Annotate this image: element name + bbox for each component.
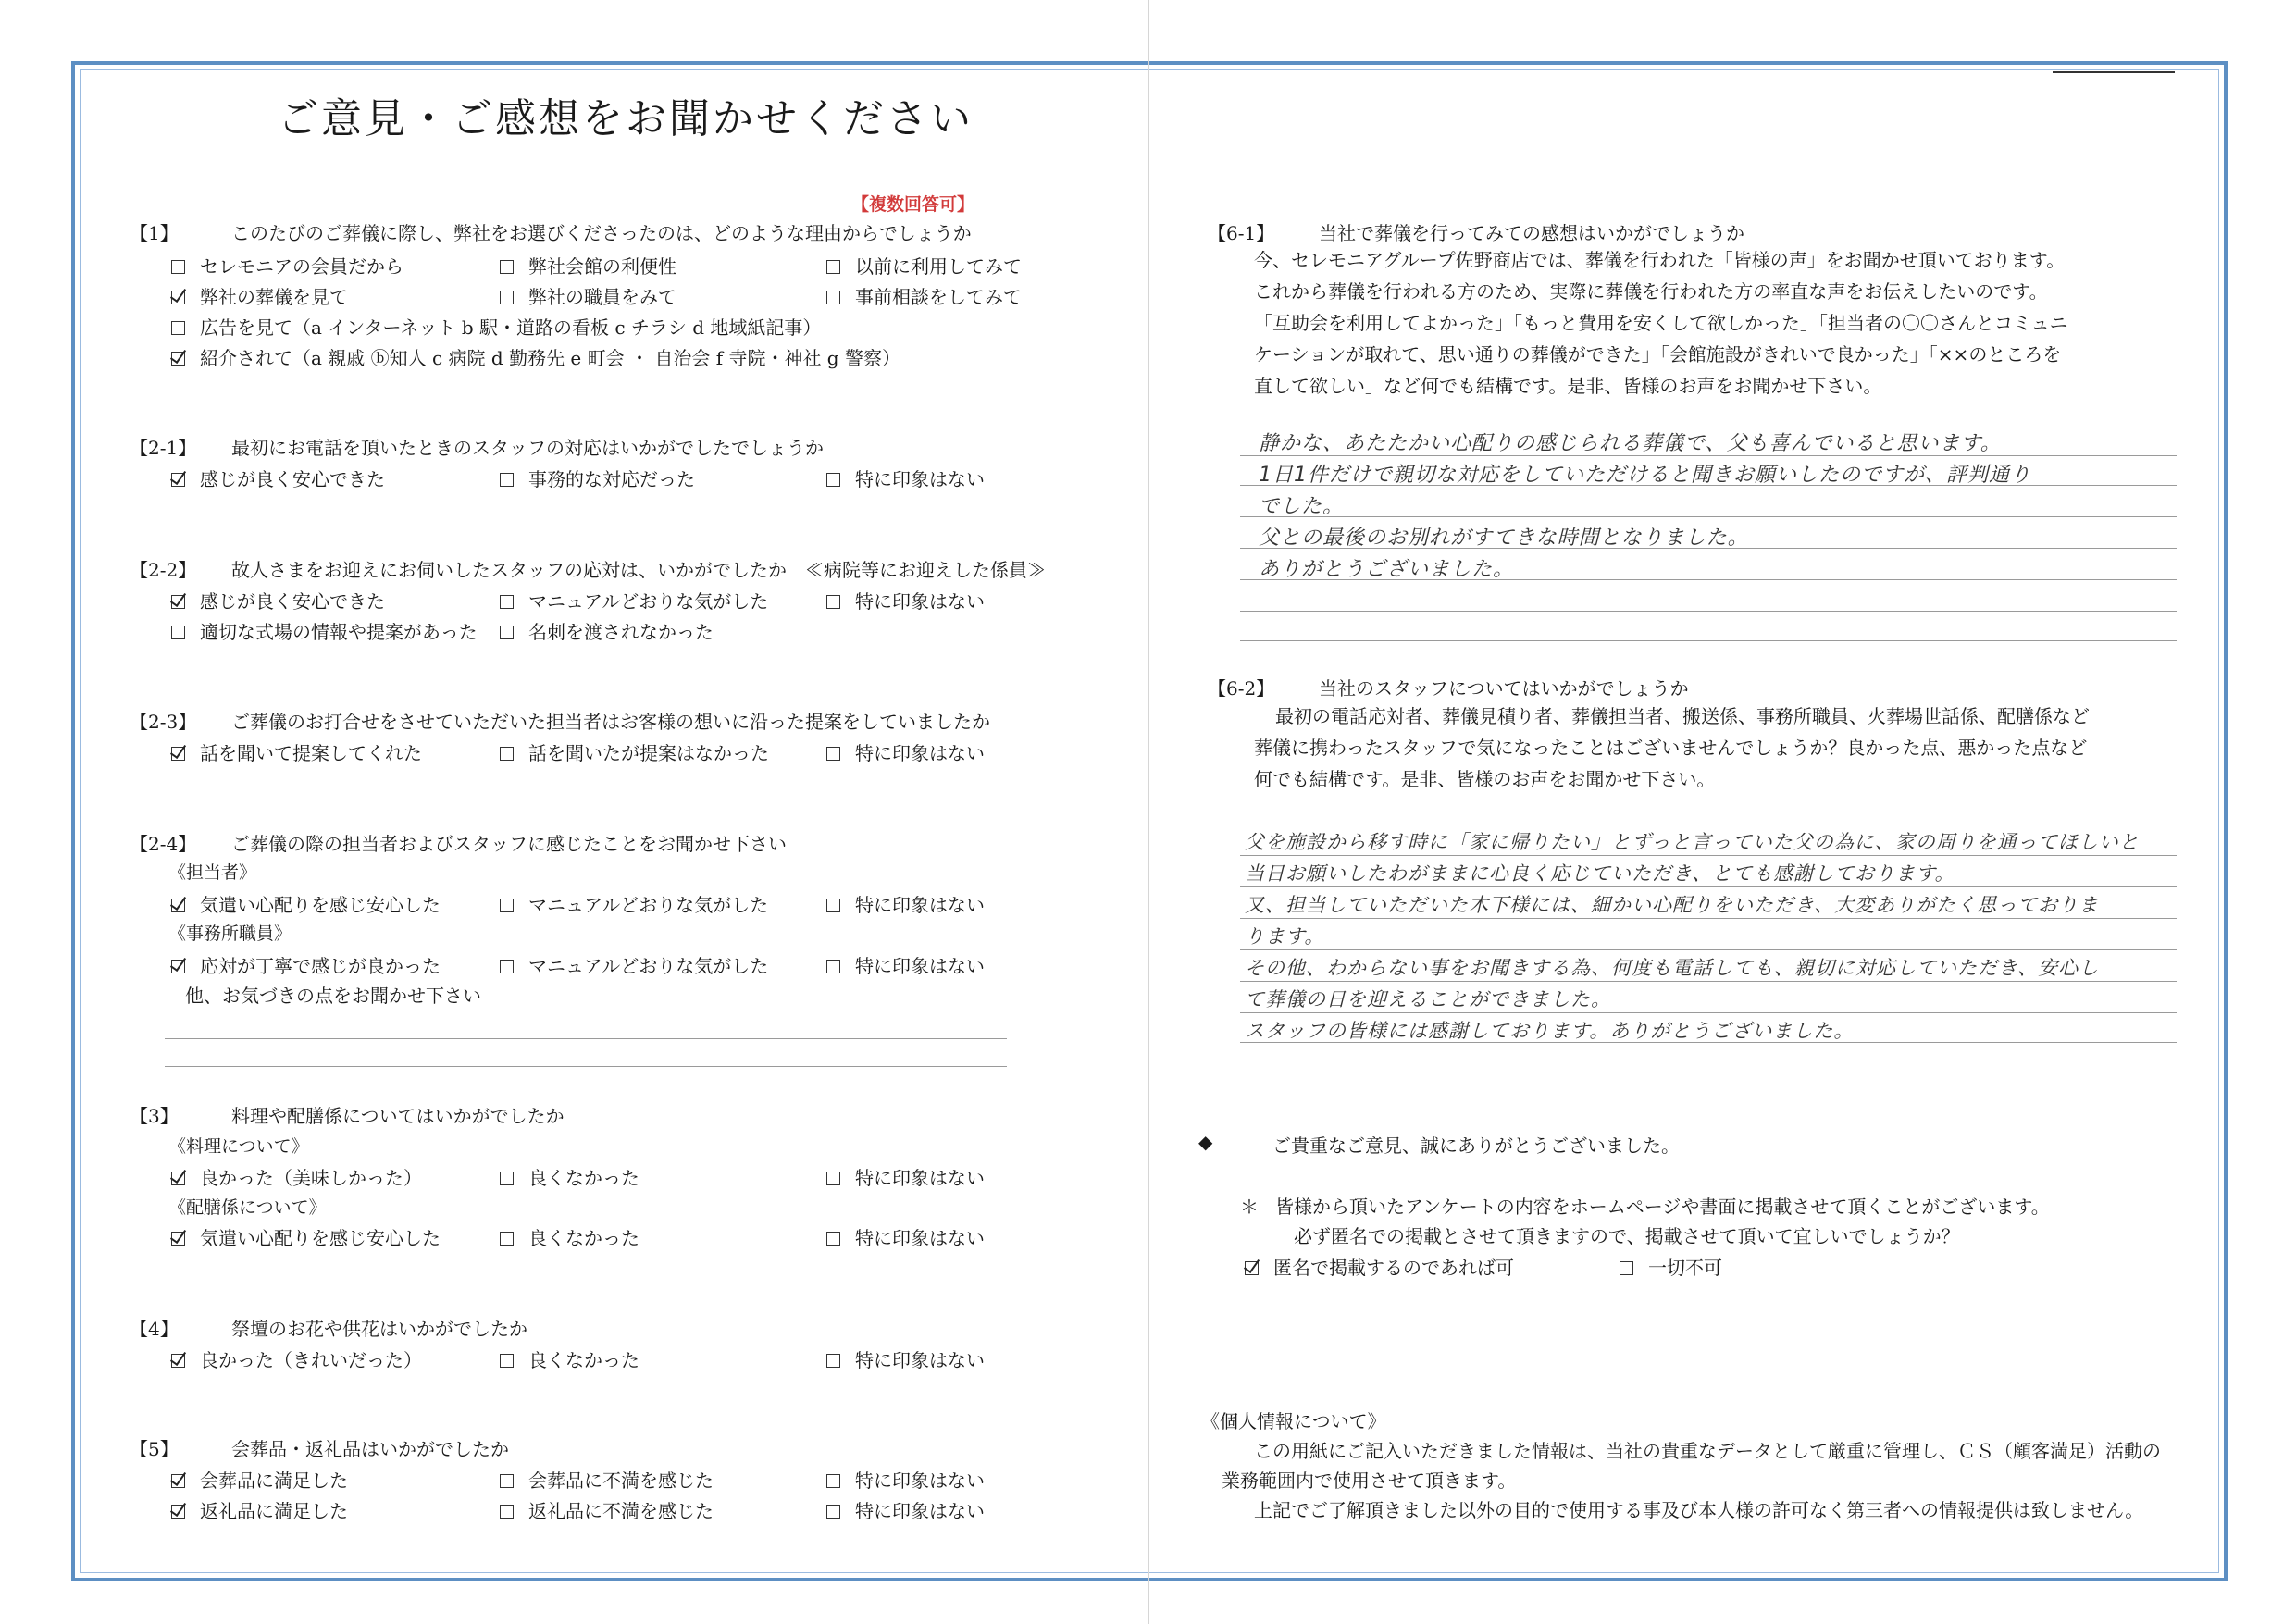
option-label: 話を聞いて提案してくれた [200,742,422,764]
checkbox-checked[interactable] [171,473,185,487]
checkbox-checked[interactable] [171,1505,185,1519]
option-label: 返礼品に満足した [200,1500,348,1522]
corner-rule [2053,71,2175,73]
q1-heading [130,218,972,245]
publish-option-refuse[interactable] [1620,1253,1722,1280]
q2-3-option-3[interactable] [826,738,985,765]
q1-option-member[interactable] [171,252,403,279]
handwritten-comment-6-2-line-5: その他、わからない事をお聞きする為、何度も電話しても、親切に対応していただき、安心し [1245,957,2100,979]
option-label: マニュアルどおりな気がした [528,590,769,613]
answer-line [1240,516,2177,517]
q5-option-3[interactable] [826,1466,985,1493]
checkbox-checked[interactable] [171,352,185,366]
option-label: 特に印象はない [855,590,985,613]
q1-option-hall[interactable] [500,252,676,279]
q2-2-heading [130,555,1046,582]
q6-1-number: 【6-1】 [1208,222,1275,244]
option-label: 返礼品に不満を感じた [528,1500,714,1522]
q2-4-option-5[interactable] [500,951,768,978]
q3-option-4[interactable] [171,1223,441,1250]
q6-1-question: 当社で葬儀を行ってみての感想はいかがでしょうか [1319,222,1744,244]
q6-1-line-2: これから葬儀を行われる方のため、実際に葬儀を行われた方の率直な声をお伝えしたいのです。 [1254,280,2048,303]
q2-3-question: ご葬儀のお打合せをさせていただいた担当者はお客様の想いに沿った提案をしていましたか [231,711,990,733]
q2-1-number: 【2-1】 [130,437,197,459]
multi-answer-note: 【複数回答可】 [851,194,975,215]
q3-option-1[interactable] [171,1163,422,1190]
option-label: 特に印象はない [855,1167,985,1189]
option-label: 特に印象はない [855,1500,985,1522]
q2-2-option-1[interactable] [171,587,385,614]
option-label: 特に印象はない [855,468,985,490]
q2-4-option-1[interactable] [171,890,441,917]
checkbox[interactable] [171,321,185,335]
q6-1-line-4: ケーションが取れて、思い通りの葬儀ができた」「会館施設がきれいで良かった」「××のところを [1254,343,2062,366]
answer-line [1240,886,2177,887]
answer-line [1240,981,2177,982]
q6-1-line-1: 今、セレモニアグループ佐野商店では、葬儀を行われた「皆様の声」をお聞かせ頂いております。 [1254,249,2066,271]
checkbox[interactable] [500,899,514,912]
q2-4-other-prompt: 他、お気づきの点をお聞かせ下さい [185,985,481,1007]
q5-question: 会葬品・返礼品はいかがでしたか [231,1438,509,1460]
option-label: 匿名で掲載するのであれば可 [1273,1257,1514,1279]
option-label: 適切な式場の情報や提案があった [200,621,478,643]
option-label: 感じが良く安心できた [200,590,385,613]
option-label: セレモニアの会員だから [200,255,403,278]
option-label: 感じが良く安心できた [200,468,385,490]
q1-option-used-before[interactable] [826,252,1022,279]
q6-2-question: 当社のスタッフについてはいかがでしょうか [1319,677,1689,700]
option-label: 良くなかった [528,1349,639,1371]
answer-line [1240,1012,2177,1013]
q2-1-heading [130,433,824,460]
q2-3-number: 【2-3】 [130,711,197,733]
option-label: 気遣い心配りを感じ安心した [200,1227,441,1249]
q4-heading [130,1314,527,1341]
option-label: 会葬品に不満を感じた [528,1469,714,1492]
checkbox-checked[interactable] [171,595,185,609]
answer-line [165,1038,1007,1039]
handwritten-comment-6-1-line-1: 静かな、あたたかい心配りの感じられる葬儀で、父も喜んでいると思います。 [1259,432,2002,455]
checkbox[interactable] [500,595,514,609]
q2-4-option-2[interactable] [500,890,768,917]
checkbox-checked[interactable] [171,291,185,304]
q5-option-4[interactable] [171,1496,348,1523]
checkbox[interactable] [826,1354,840,1368]
publish-option-anonymous[interactable] [1245,1253,1514,1280]
q3-sub-serving: 《配膳係について》 [168,1197,327,1218]
checkbox[interactable] [826,899,840,912]
checkbox[interactable] [826,1172,840,1185]
privacy-line-3: 上記でご了解頂きました以外の目的で使用する事及び本人様の許可なく第三者への情報提供は致しません。 [1254,1499,2144,1521]
handwritten-comment-6-2-line-4: ります。 [1245,925,1325,948]
q5-number: 【5】 [130,1438,179,1460]
checkbox[interactable] [826,595,840,609]
q5-option-2[interactable] [500,1466,714,1493]
checkbox[interactable] [826,747,840,761]
option-label: 気遣い心配りを感じ安心した [200,894,441,916]
publish-note-1: 皆様から頂いたアンケートの内容をホームページや書面に掲載させて頂くことがございます。 [1275,1196,2050,1218]
q2-4-heading [130,829,787,856]
q2-4-sub-staff: 《担当者》 [168,862,257,883]
q1-option-consult[interactable] [826,282,1022,309]
q5-option-5[interactable] [500,1496,714,1523]
checkbox[interactable] [500,1172,514,1185]
q6-2-number: 【6-2】 [1208,677,1275,700]
option-label: 良くなかった [528,1167,639,1189]
option-label: 特に印象はない [855,742,985,764]
q2-4-option-6[interactable] [826,951,985,978]
option-label: 一切不可 [1648,1257,1722,1279]
checkbox[interactable] [826,291,840,304]
option-label: マニュアルどおりな気がした [528,894,769,916]
q1-option-staff[interactable] [500,282,676,309]
q2-1-option-3[interactable] [826,465,985,491]
privacy-heading: 《個人情報について》 [1201,1410,1386,1432]
checkbox-checked[interactable] [171,1232,185,1246]
option-label: 良くなかった [528,1227,639,1249]
option-label: 弊社の職員をみて [528,286,676,308]
handwritten-comment-6-2-line-7: スタッフの皆様には感謝しております。ありがとうございました。 [1245,1020,1855,1042]
checkbox[interactable] [826,260,840,274]
checkbox[interactable] [171,626,185,639]
q6-2-heading [1208,674,1689,700]
option-label: 名刺を渡されなかった [528,621,714,643]
checkbox[interactable] [500,473,514,487]
q1-option-referral[interactable] [171,343,900,370]
option-label: 事前相談をしてみて [855,286,1022,308]
option-label: 特に印象はない [855,1469,985,1492]
checkbox[interactable] [1620,1261,1633,1275]
handwritten-comment-6-1-line-4: 父との最後のお別れがすてきな時間となりました。 [1259,527,1749,550]
q2-1-option-2[interactable] [500,465,695,491]
option-label: 応対が丁寧で感じが良かった [200,955,441,977]
checkbox[interactable] [500,260,514,274]
q2-4-option-4[interactable] [171,951,441,978]
option-label: マニュアルどおりな気がした [528,955,769,977]
option-label: 会葬品に満足した [200,1469,348,1492]
publish-note-2: 必ず匿名での掲載とさせて頂きますので、掲載させて頂いて宜しいでしょうか？ [1294,1225,1960,1247]
checkbox[interactable] [500,747,514,761]
privacy-line-1: この用紙にご記入いただきました情報は、当社の貴重なデータとして厳重に管理し、ＣＳ（顧客満足）活動の [1254,1440,2161,1462]
handwritten-comment-6-2-line-2: 当日お願いしたわがままに心良く応じていただき、とても感謝しております。 [1245,862,1955,885]
q2-2-option-2[interactable] [500,587,768,614]
option-label: 以前に利用してみて [855,255,1022,278]
checkbox-checked[interactable] [171,1474,185,1488]
option-label: 特に印象はない [855,894,985,916]
handwritten-comment-6-2-line-6: て葬儀の日を迎えることができました。 [1245,988,1611,1010]
option-label: 紹介されて（a 親戚 ⓑ知人 c 病院 d 勤務先 e 町会 ・ 自治会 f 寺院・神社 g 警察） [200,347,900,369]
q2-4-option-3[interactable] [826,890,985,917]
q4-number: 【4】 [130,1318,179,1340]
checkbox[interactable] [500,1474,514,1488]
q6-2-line-2: 葬儀に携わったスタッフで気になったことはございませんでしょうか？良かった点、悪かった点など [1254,737,2088,759]
diamond-bullet-icon: ◆ [1198,1131,1213,1153]
privacy-line-2: 業務範囲内で使用させて頂きます。 [1222,1469,1517,1492]
q4-option-3[interactable] [826,1345,985,1372]
q1-option-saw-funeral[interactable] [171,282,348,309]
q3-option-6[interactable] [826,1223,985,1250]
page-title: ご意見・ご感想をお聞かせください [278,95,974,143]
checkbox-checked[interactable] [171,899,185,912]
checkbox[interactable] [500,1232,514,1246]
q5-option-6[interactable] [826,1496,985,1523]
asterisk-icon: ＊ [1240,1196,1259,1218]
q3-sub-food: 《料理について》 [168,1136,309,1157]
answer-line [165,1066,1007,1067]
q4-question: 祭壇のお花や供花はいかがでしたか [231,1318,527,1340]
q4-option-2[interactable] [500,1345,639,1372]
q6-1-heading [1208,218,1744,245]
q1-number: 【1】 [130,222,179,244]
checkbox[interactable] [826,960,840,973]
q2-3-option-2[interactable] [500,738,769,765]
closing-thanks: ご貴重なご意見、誠にありがとうございました。 [1272,1134,1680,1157]
checkbox[interactable] [171,260,185,274]
checkbox[interactable] [826,1474,840,1488]
checkbox[interactable] [500,1354,514,1368]
q5-heading [130,1434,509,1461]
checkbox[interactable] [500,291,514,304]
q3-number: 【3】 [130,1105,179,1127]
q3-heading [130,1101,565,1128]
option-label: 特に印象はない [855,955,985,977]
q6-1-line-3: 「互助会を利用してよかった」「もっと費用を安くして欲しかった」「担当者の〇〇さんとコミュニ [1254,312,2068,334]
q2-2-option-4[interactable] [171,617,478,644]
q2-1-question: 最初にお電話を頂いたときのスタッフの対応はいかがでしたでしょうか [231,437,824,459]
q1-option-advert[interactable] [171,313,821,340]
q2-4-question: ご葬儀の際の担当者およびスタッフに感じたことをお聞かせ下さい [231,833,787,855]
handwritten-comment-6-2-line-3: 又、担当していただいた木下様には、細かい心配りをいただき、大変ありがたく思っておりま [1245,894,2100,916]
handwritten-comment-6-1-line-5: ありがとうございました。 [1259,558,1515,581]
page-fold [1148,0,1149,1624]
answer-line [1240,855,2177,856]
handwritten-comment-6-1-line-3: でした。 [1259,495,1345,518]
q4-option-1[interactable] [171,1345,422,1372]
q2-2-option-3[interactable] [826,587,985,614]
checkbox-checked[interactable] [1245,1261,1259,1275]
checkbox[interactable] [826,473,840,487]
q2-1-option-1[interactable] [171,465,385,491]
answer-line [1240,949,2177,950]
q2-3-heading [130,707,990,734]
checkbox[interactable] [500,960,514,973]
option-label: 弊社の葬儀を見て [200,286,348,308]
checkbox-checked[interactable] [171,1354,185,1368]
answer-line [1240,640,2177,641]
q6-2-line-1: 最初の電話応対者、葬儀見積り者、葬儀担当者、搬送係、事務所職員、火葬場世話係、配膳係など [1275,705,2090,727]
q6-2-line-3: 何でも結構です。是非、皆様のお声をお聞かせ下さい。 [1254,768,1716,790]
option-label: 広告を見て（a インターネット b 駅・道路の看板 c チラシ d 地域紙記事） [200,316,822,339]
q2-2-question: 故人さまをお迎えにお伺いしたスタッフの応対は、いかがでしたか ≪病院等にお迎えした係員≫ [231,559,1046,581]
q5-option-1[interactable] [171,1466,348,1493]
q6-1-line-5: 直して欲しい」など何でも結構です。是非、皆様のお声をお聞かせ下さい。 [1254,375,1882,397]
checkbox-checked[interactable] [171,1172,185,1185]
q3-option-5[interactable] [500,1223,639,1250]
option-label: 話を聞いたが提案はなかった [528,742,769,764]
answer-line [1240,611,2177,612]
q3-question: 料理や配膳係についてはいかがでしたか [231,1105,565,1127]
checkbox[interactable] [826,1505,840,1519]
option-label: 良かった（きれいだった） [200,1349,422,1371]
q3-option-3[interactable] [826,1163,985,1190]
option-label: 良かった（美味しかった） [200,1167,422,1189]
option-label: 事務的な対応だった [528,468,695,490]
handwritten-comment-6-2-line-1: 父を施設から移す時に「家に帰りたい」とずっと言っていた父の為に、家の周りを通ってほしいと [1245,831,2140,853]
q2-2-option-5[interactable] [500,617,714,644]
q2-4-sub-office: 《事務所職員》 [168,924,292,944]
q1-question: このたびのご葬儀に際し、弊社をお選びくださったのは、どのような理由からでしょうか [231,222,972,244]
answer-line [1240,918,2177,919]
checkbox[interactable] [500,1505,514,1519]
q2-4-number: 【2-4】 [130,833,197,855]
q3-option-2[interactable] [500,1163,639,1190]
option-label: 特に印象はない [855,1227,985,1249]
q2-3-option-1[interactable] [171,738,422,765]
checkbox[interactable] [500,626,514,639]
checkbox-checked[interactable] [171,747,185,761]
q2-2-number: 【2-2】 [130,559,197,581]
option-label: 弊社会館の利便性 [528,255,676,278]
checkbox-checked[interactable] [171,960,185,973]
checkbox[interactable] [826,1232,840,1246]
handwritten-comment-6-1-line-2: 1日1件だけで親切な対応をしていただけると聞きお願いしたのですが、評判通り [1259,464,2031,487]
option-label: 特に印象はない [855,1349,985,1371]
